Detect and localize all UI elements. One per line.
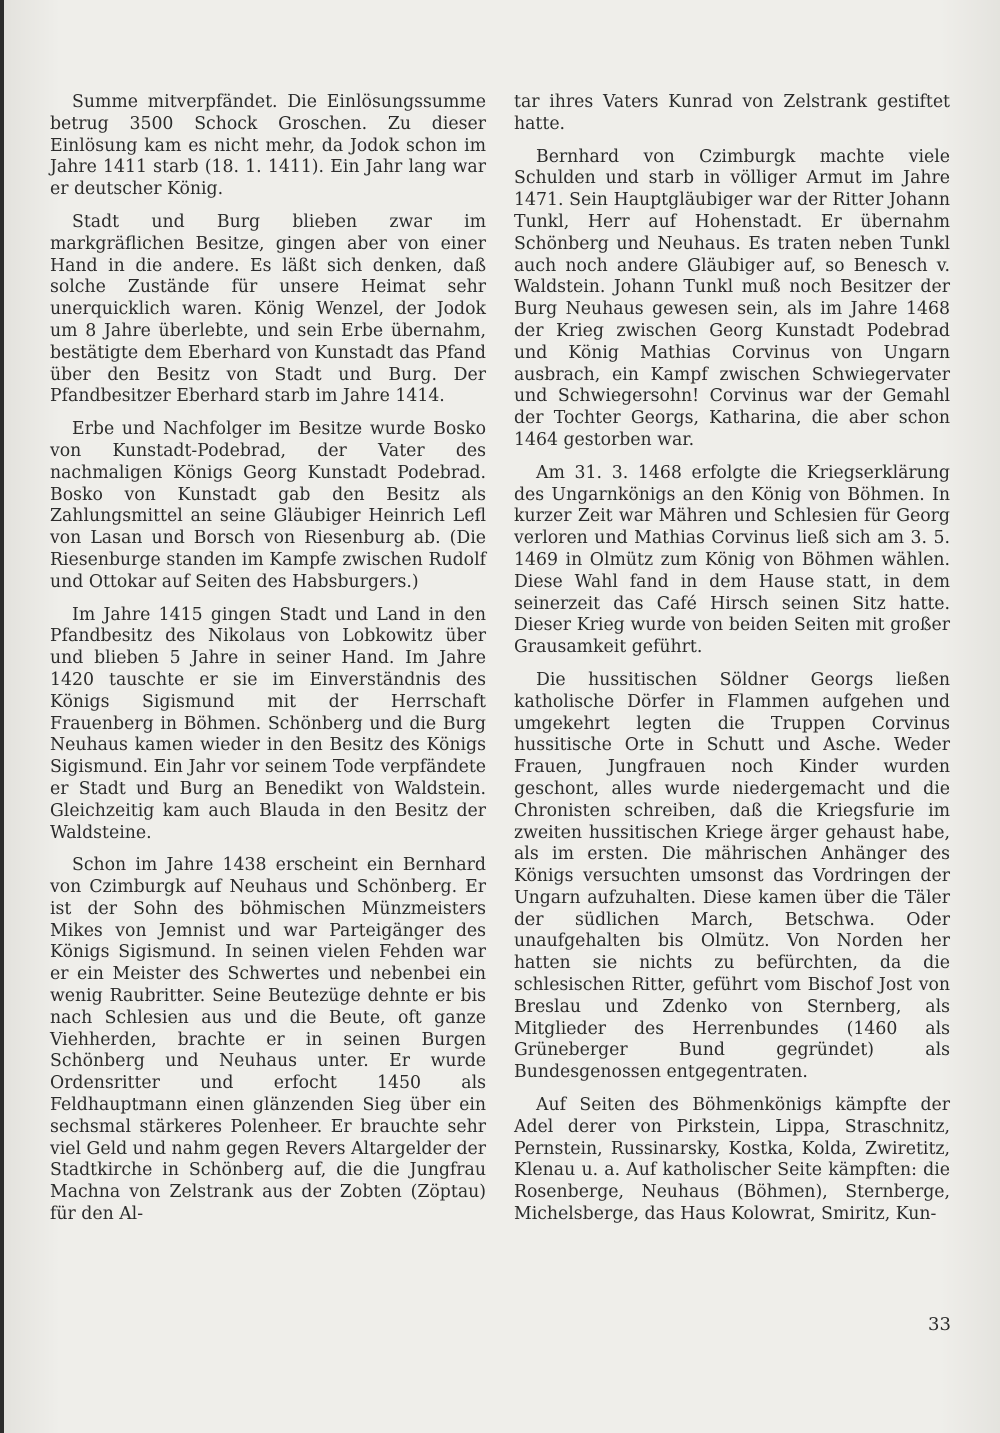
paragraph: Erbe und Nachfolger im Besitze wurde Bosko von Kunstadt-Podebrad, der Vater des nachmaligen Königs Georg Kunstadt Podebrad. Bosko von Kunstadt gab den Besitz als Zahlungsmittel an seine Gläubiger Heinrich Lefl von Lasan und Borsch von Riesenburg ab. (Die Riesenburge standen im Kampfe zwischen Rudolf und Ottokar auf Seiten des Habsburgers.) [50,419,486,592]
left-text-column [50,92,486,1226]
page-binding-edge [0,0,4,1433]
paragraph: Bernhard von Czimburgk machte viele Schulden und starb in völliger Armut im Jahre 1471. Sein Hauptgläubiger war der Ritter Johann Tunkl, Herr auf Hohenstadt. Er übernahm Schönberg und Neuhaus. Es traten neben Tunkl auch noch andere Gläubiger auf, so Benesch v. Waldstein. Johann Tunkl muß noch Besitzer der Burg Neuhaus gewesen sein, als im Jahre 1468 der Krieg zwischen Georg Kunstadt Podebrad und König Mathias Corvinus von Ungarn ausbrach, ein Kampf zwischen Schwiegervater und Schwiegersohn! Corvinus war der Gemahl der Tochter Georgs, Katharina, die aber schon 1464 gestorben war. [514,146,950,450]
paragraph: Auf Seiten des Böhmenkönigs kämpfte der Adel derer von Pirkstein, Lippa, Straschnitz, Pernstein, Russinarsky, Kostka, Kolda, Zwiretitz, Klenau u. a. Auf katholischer Seite kämpften: die Rosenberge, Neuhaus (Böhmen), Sternberge, Michelsberge, das Haus Kolowrat, Smiritz, Kun- [514,1095,950,1225]
paragraph: Im Jahre 1415 gingen Stadt und Land in den Pfandbesitz des Nikolaus von Lobkowitz über und blieben 5 Jahre in seiner Hand. Im Jahre 1420 tauschte er sie im Einverständnis des Königs Sigismund mit der Herrschaft Frauenberg in Böhmen. Schönberg und die Burg Neuhaus kamen wieder in den Besitz des Königs Sigismund. Ein Jahr vor seinem Tode verpfändete er Stadt und Burg an Benedikt von Waldstein. Gleichzeitig kam auch Blauda in den Besitz der Waldsteine. [50,604,486,843]
right-text-column [514,92,950,1226]
page-number: 33 [928,1314,951,1335]
paragraph-continuation: tar ihres Vaters Kunrad von Zelstrank gestiftet hatte. [514,92,950,134]
paragraph: Die hussitischen Söldner Georgs ließen katholische Dörfer in Flammen aufgehen und umgekehrt legten die Truppen Corvinus hussitische Orte in Schutt und Asche. Weder Frauen, Jungfrauen noch Kinder wurden geschont, alles wurde niedergemacht und die Chronisten schreiben, daß die Kriegsfurie im zweiten hussitischen Kriege ärger gehaust habe, als im ersten. Die mährischen Anhänger des Königs versuchten umsonst das Vordringen der Ungarn aufzuhalten. Diese kamen über die Täler der südlichen March, Betschwa. Oder unaufgehalten bis Olmütz. Von Norden her hatten sie nichts zu befürchten, da die schlesischen Ritter, geführt vom Bischof Jost von Breslau und Zdenko von Sternberg, als Mitglieder des Herrenbundes (1460 als Grüneberger Bund gegründet) als Bundesgenossen entgegentraten. [514,669,950,1083]
paragraph: Summe mitverpfändet. Die Einlösungssumme betrug 3500 Schock Groschen. Zu dieser Einlösung kam es nicht mehr, da Jodok schon im Jahre 1411 starb (18. 1. 1411). Ein Jahr lang war er deutscher König. [50,92,486,200]
paragraph: Stadt und Burg blieben zwar im markgräflichen Besitze, gingen aber von einer Hand in die andere. Es läßt sich denken, daß solche Zustände für unsere Heimat sehr unerquicklich waren. König Wenzel, der Jodok um 8 Jahre überlebte, und sein Erbe übernahm, bestätigte dem Eberhard von Kunstadt das Pfand über den Besitz von Stadt und Burg. Der Pfandbesitzer Eberhard starb im Jahre 1414. [50,211,486,407]
paragraph: Schon im Jahre 1438 erscheint ein Bernhard von Czimburgk auf Neuhaus und Schönberg. Er ist der Sohn des böhmischen Münzmeisters Mikes von Jemnist und war Parteigänger des Königs Sigismund. In seinen vielen Fehden war er ein Meister des Schwertes und nebenbei ein wenig Raubritter. Seine Beutezüge dehnte er bis nach Schlesien aus und die Beute, oft ganze Viehherden, brachte er in seinen Burgen Schönberg und Neuhaus unter. Er wurde Ordensritter und erfocht 1450 als Feldhauptmann einen glänzenden Sieg über ein sechsmal stärkeres Polenheer. Er brauchte sehr viel Geld und nahm gegen Revers Altargelder der Stadtkirche in Schönberg auf, die die Jungfrau Machna von Zelstrank aus der Zobten (Zöptau) für den Al- [50,855,486,1225]
paragraph: Am 31. 3. 1468 erfolgte die Kriegserklärung des Ungarnkönigs an den König von Böhmen. In kurzer Zeit war Mähren und Schlesien für Georg verloren und Mathias Corvinus ließ sich am 3. 5. 1469 in Olmütz zum König von Böhmen wählen. Diese Wahl fand in dem Hause statt, in dem seinerzeit das Café Hirsch seinen Sitz hatte. Dieser Krieg wurde von beiden Seiten mit großer Grausamkeit geführt. [514,462,950,658]
